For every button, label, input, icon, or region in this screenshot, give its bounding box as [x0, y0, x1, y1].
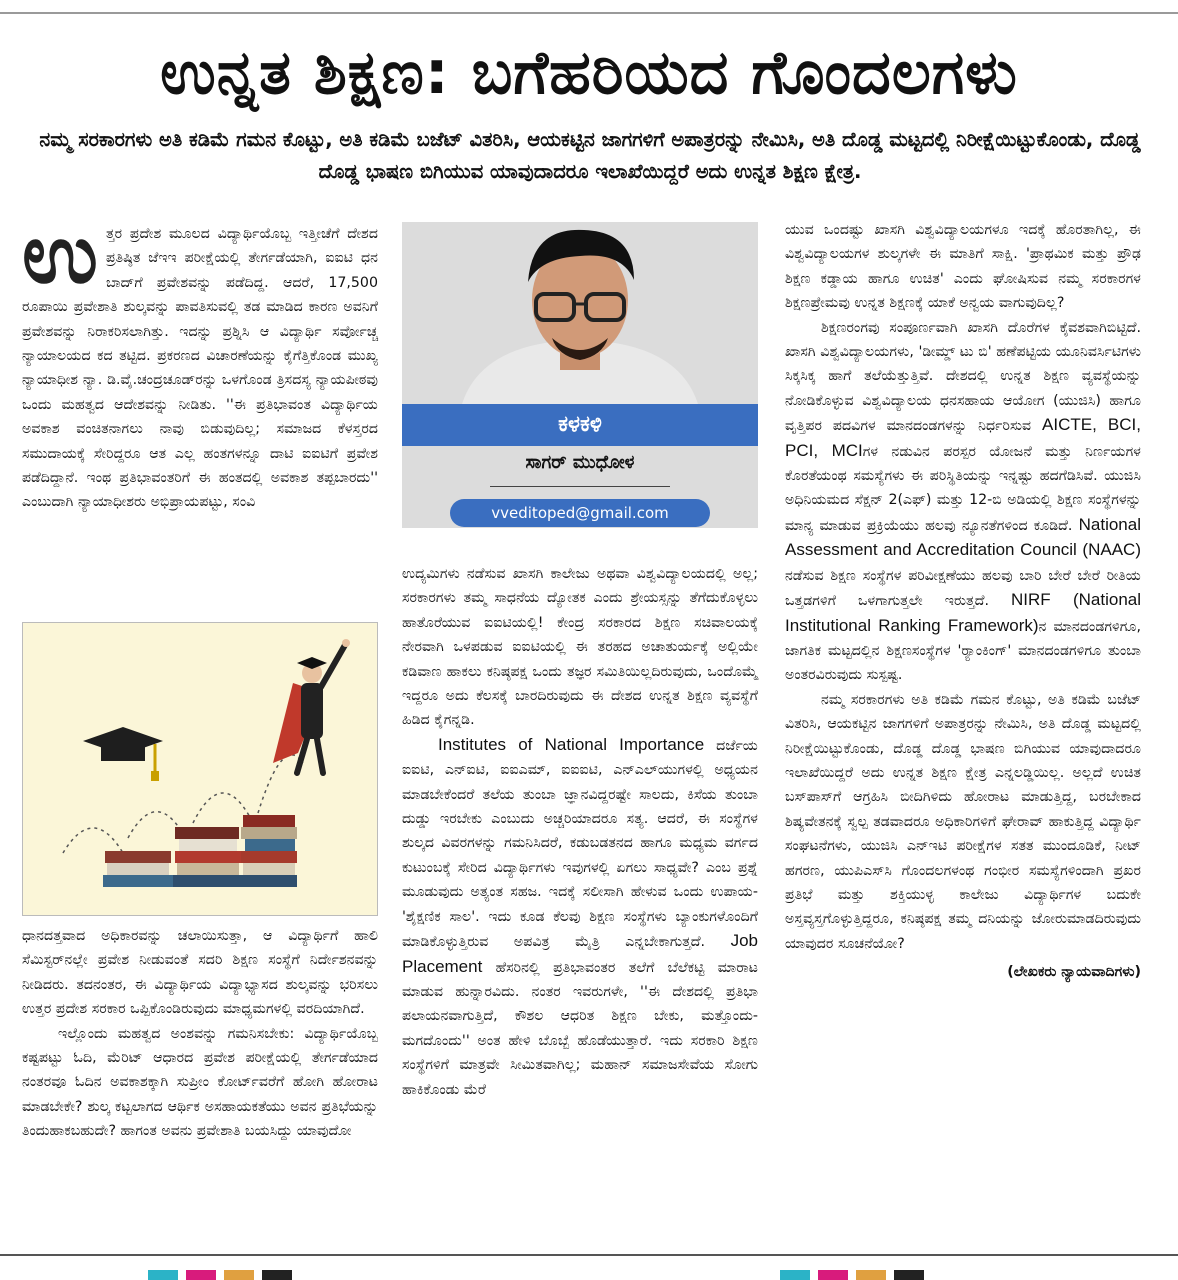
author-signoff: (ಲೇಖಕರು ನ್ಯಾಯವಾದಿಗಳು) [1007, 964, 1141, 981]
col1-paragraph-2: ಧಾನದತ್ತವಾದ ಅಧಿಕಾರವನ್ನು ಚಲಾಯಿಸುತ್ತಾ, ಆ ವಿದ್ಯಾರ್ಥಿಗೆ ಹಾಲಿ ಸೆಮಿಸ್ಟರ್‌ನಲ್ಲೇ ಪ್ರವೇಶ ನೀಡುವಂತೆ ಸದರಿ ಶಿಕ್ಷಣ ಸಂಸ್ಥೆಗೆ ನಿರ್ದೇಶನವನ್ನು ನೀಡಿದರು. ತದನಂತರ, ಈ ವಿದ್ಯಾರ್ಥಿಯ ವಿದ್ಯಾಭ್ಯಾಸದ ಶುಲ್ಕವನ್ನು ಭರಿಸಲು ಉತ್ತರ ಪ್ರದೇಶ ಸರಕಾರ ಒಪ್ಪಿಕೊಂಡಿರುವುದು ಮಾಧ್ಯಮಗಳಲ್ಲಿ ವರದಿಯಾಗಿದೆ. [22, 928, 378, 1018]
author-name: ಸಾಗರ್ ಮುಧೋಳ [525, 452, 635, 473]
column-2 [402, 562, 758, 1102]
col3-paragraph-3: ನಮ್ಮ ಸರಕಾರಗಳು ಅತಿ ಕಡಿಮೆ ಗಮನ ಕೊಟ್ಟು, ಅತಿ ಕಡಿಮೆ ಬಜೆಟ್ ವಿತರಿಸಿ, ಆಯಕಟ್ಟಿನ ಜಾಗಗಳಿಗೆ ಅಪಾತ್ರರನ್ನು ನೇಮಿಸಿ, ಅತಿ ದೊಡ್ಡ ಮಟ್ಟದಲ್ಲಿ ನಿರೀಕ್ಷೆಯಿಟ್ಟುಕೊಂಡು, ದೊಡ್ಡ ದೊಡ್ಡ ಭಾಷಣ ಬಿಗಿಯುವ ಯಾವುದಾದರೂ ಇಲಾಖೆಯಿದ್ದರೆ ಅದು ಉನ್ನತ ಶಿಕ್ಷಣ ಕ್ಷೇತ್ರ ಎನ್ನಲಡ್ಡಿಯಿಲ್ಲ. ಅಲ್ಲದೆ ಉಚಿತ ಬಸ್‌ಪಾಸ್‌ಗೆ ಆಗ್ರಹಿಸಿ ಬೀದಿಗಿಳಿದು ಹೋರಾಟ ಮಾಡುತ್ತಿದ್ದ, ಬರಬೇಕಾದ ಶಿಷ್ಯವೇತನಕ್ಕೆ ಸ್ವಲ್ಪ ತಡವಾದರೂ ಅಧಿಕಾರಿಗಳಿಗೆ ಘೇರಾವ್ ಹಾಕುತ್ತಿದ್ದ ವಿದ್ಯಾರ್ಥಿ ಸಂಘಟನೆಗಳು, ಯುಜಿಸಿ ಎನ್ಇಟಿ ಪರೀಕ್ಷೆಗಳ ಸತತ ಮುಂದೂಡಿಕೆ, ನೀಟ್ ಹಗರಣ, ಯುಪಿಎಸ್‌ಸಿ ಗೊಂದಲಗಳಂಥ ಗಂಭೀರ ಸಮಸ್ಯೆಗಳಿಂದಾಗಿ ಪ್ರಖರ ಪ್ರತಿಭೆ ಮತ್ತು ಶಕ್ತಿಯುಳ್ಳ ಕಾಲೇಜು ವಿದ್ಯಾರ್ಥಿಗಳ ಬದುಕೇ ಅಸ್ತವ್ಯಸ್ತಗೊಳ್ಳುತ್ತಿದ್ದರೂ, ಕನಿಷ್ಠಪಕ್ಷ ತಮ್ಮ ದನಿಯನ್ನು ಜೋರುಮಾಡದಿರುವುದು ಯಾವುದರ ಸೂಚನೆಯೋ? [785, 691, 1141, 952]
byline-divider [490, 486, 670, 487]
author-email[interactable]: vveditoped@gmail.com [450, 499, 710, 527]
col2-english-term-1: Institutes of National Importance [438, 734, 705, 754]
col3-english-term-3: NIRF (National Institutional Ranking Framework) [785, 590, 1141, 635]
col3-english-term-2: National Assessment and Accreditation Council (NAAC) [785, 514, 1141, 560]
col2-english-term-2: Job Placement [402, 931, 758, 976]
dropcap: ಉ [22, 207, 98, 302]
book-stack-3 [241, 815, 297, 887]
col3-text-2: ಗಳ ನಡುವಿನ ಪರಸ್ಪರ ಯೋಜನೆ ಮತ್ತು ನಿರ್ಣಯಗಳ ಕೊರತೆಯಂಥ ಸಮಸ್ಯೆಗಳು ಈ ಪರಿಸ್ಥಿತಿಯನ್ನು ಇನ್ನಷ್ಟು ಹದಗೆಡಿಸಿವೆ. ಯುಜಿಸಿ ಅಧಿನಿಯಮದ ಸೆಕ್ಷನ್ 2(ಎಫ್) ಮತ್ತು 12-ಬಿ ಅಡಿಯಲ್ಲಿ ಶಿಕ್ಷಣ ಸಂಸ್ಥೆಗಳನ್ನು ಮಾನ್ಯ ಮಾಡುವ ಪ್ರಕ್ರಿಯೆಯು ಹಲವು ನ್ಯೂನತೆಗಳಿಂದ ಕೂಡಿದೆ. [785, 443, 1141, 534]
color-swatch-orange-2 [856, 1270, 886, 1280]
col2-paragraph-1: ಉದ್ಯಮಿಗಳು ನಡೆಸುವ ಖಾಸಗಿ ಕಾಲೇಜು ಅಥವಾ ವಿಶ್ವವಿದ್ಯಾಲಯದಲ್ಲಿ ಅಲ್ಲ; ಸರಕಾರಗಳು ತಮ್ಮ ಸಾಧನೆಯ ದ್ಯೋತಕ ಎಂದು ಶ್ರೇಯಸ್ಸನ್ನು ತೆಗೆದುಕೊಳ್ಳಲು ಹಾತೊರೆಯುವ ಐಐಟಿಯಲ್ಲಿ! ಕೇಂದ್ರ ಸರಕಾರದ ಶಿಕ್ಷಣ ಸಚಿವಾಲಯಕ್ಕೆ ನೇರವಾಗಿ ಒಳಪಡುವ ಐಐಟಿಯಲ್ಲಿ ಈ ತರಹದ ಅಚಾತುರ್ಯಕ್ಕೆ ಅಲ್ಲಿಯೇ ಕಡಿವಾಣ ಹಾಕಲು ಕನಿಷ್ಠಪಕ್ಷ ಒಂದು ತಜ್ಞರ ಸಮಿತಿಯಿಲ್ಲದಿರುವುದು, ಒಂದೊಮ್ಮೆ ಇದ್ದರೂ ಅದು ಕೆಲಸಕ್ಕೆ ಬಾರದಿರುವುದು ಈ ದೇಶದ ಉನ್ನತ ಶಿಕ್ಷಣ ವ್ಯವಸ್ಥೆಗೆ ಹಿಡಿದ ಕೈಗನ್ನಡಿ. [402, 566, 758, 729]
color-swatch-magenta-2 [818, 1270, 848, 1280]
bottom-rule [0, 1254, 1178, 1256]
col3-text-4: ನ ಮಾನದಂಡಗಳಿಗೂ, ಜಾಗತಿಕ ಮಟ್ಟದಲ್ಲಿನ ಶಿಕ್ಷಣಸಂಸ್ಥೆಗಳ 'ರ್‍ಯಾಂಕಿಂಗ್' ಮಾನದಂಡಗಳಿಗೂ ತುಂಬಾ ಅಂತರವಿರುವುದು ಸುಸ್ಪಷ್ಟ. [785, 618, 1141, 684]
author-portrait [402, 222, 758, 404]
column-name: ಕಳಕಳಿ [402, 404, 758, 446]
graduation-image [23, 623, 377, 915]
col2-text-1: ದರ್ಜೆಯ ಐಐಟಿ, ಎನ್ಐಟಿ, ಐಐಎಮ್, ಐಐಐಟಿ, ಎನ್ಎಲ್‌ಯುಗಳಲ್ಲಿ ಅಧ್ಯಯನ ಮಾಡಬೇಕೆಂದರೆ ತಲೆಯ ತುಂಬಾ ಜ್ಞಾನವಿದ್ದರಷ್ಟೇ ಸಾಲದು, ಕಿಸೆಯ ತುಂಬಾ ದುಡ್ಡು ಇರಬೇಕು ಎಂಬುದು ಅಚ್ಚರಿಯಾದರೂ ಸತ್ಯ. ಆದರೆ, ಈ ಸಂಸ್ಥೆಗಳ ಶುಲ್ಕದ ವಿವರಗಳನ್ನು ಗಮನಿಸಿದರೆ, ಕಡುಬಡತನದ ಹಾಗೂ ಮಧ್ಯಮ ವರ್ಗದ ಕುಟುಂಬಕ್ಕೆ ಸೇರಿದ ವಿದ್ಯಾರ್ಥಿಗಳು ಇವುಗಳಲ್ಲಿ ಏಗಲು ಸಾಧ್ಯವೇ? ಎಂಬ ಪ್ರಶ್ನೆ ಮೂಡುವುದು ಅತ್ಯಂತ ಸಹಜ. ಇದಕ್ಕೆ ಸಲೀಸಾಗಿ ಹೇಳುವ ಒಂದು ಉಪಾಯ- 'ಶೈಕ್ಷಣಿಕ ಸಾಲ'. ಇದು ಕೂಡ ಕೆಲವು ಶಿಕ್ಷಣ ಸಂಸ್ಥೆಗಳು ಬ್ಯಾಂಕುಗಳೊಂದಿಗೆ ಮಾಡಿಕೊಳ್ಳುತ್ತಿರುವ ಅಪವಿತ್ರ ಮೈತ್ರಿ ಎನ್ನಬೇಕಾಗುತ್ತದೆ. [402, 737, 758, 951]
byline-box [402, 222, 758, 528]
top-rule [0, 12, 1178, 14]
book-stack-2 [173, 827, 243, 887]
color-swatch-black-2 [894, 1270, 924, 1280]
col1-paragraph-1: ತ್ತರ ಪ್ರದೇಶ ಮೂಲದ ವಿದ್ಯಾರ್ಥಿಯೊಬ್ಬ ಇತ್ತೀಚೆಗೆ ದೇಶದ ಪ್ರತಿಷ್ಠಿತ ಜೆಇಇ ಪರೀಕ್ಷೆಯಲ್ಲಿ ತೇರ್ಗಡೆಯಾಗಿ, ಐಐಟಿ ಧನ ಬಾದ್‌ಗೆ ಪ್ರವೇಶವನ್ನು ಪಡೆದಿದ್ದ. ಆದರೆ, 17,500 ರೂಪಾಯಿ ಪ್ರವೇಶಾತಿ ಶುಲ್ಕವನ್ನು ಪಾವತಿಸುವಲ್ಲಿ ತಡ ಮಾಡಿದ ಕಾರಣ ಅವನಿಗೆ ಪ್ರವೇಶವನ್ನು ನಿರಾಕರಿಸಲಾಗಿತ್ತು. ಇದನ್ನು ಪ್ರಶ್ನಿಸಿ ಆ ವಿದ್ಯಾರ್ಥಿ ಸರ್ವೋಚ್ಚ ನ್ಯಾಯಾಲಯದ ಕದ ತಟ್ಟಿದ. ಪ್ರಕರಣದ ವಿಚಾರಣೆಯನ್ನು ಕೈಗೆತ್ತಿಕೊಂಡ ಮುಖ್ಯ ನ್ಯಾಯಾಧೀಶ ನ್ಯಾ. ಡಿ.ವೈ.ಚಂದ್ರಚೂಡ್‌ರನ್ನು ಒಳಗೊಂಡ ತ್ರಿಸದಸ್ಯ ನ್ಯಾಯಪೀಠವು ಒಂದು ಮಹತ್ವದ ಆದೇಶವನ್ನು ನೀಡಿತು. ''ಈ ಪ್ರತಿಭಾವಂತ ವಿದ್ಯಾರ್ಥಿಯ ಅವಕಾಶ ವಂಚಿತನಾಗಲು ನಾವು ಬಿಡುವುದಿಲ್ಲ; ಸಮಾಜದ ಕೆಳಸ್ತರದ ಸಮುದಾಯಕ್ಕೆ ಸೇರಿದ್ದರೂ ಆತ ಎಲ್ಲ ಹಂತಗಳನ್ನೂ ದಾಟಿ ಐಐಟಿಗೆ ಪ್ರವೇಶ ಪಡೆದಿದ್ದಾನೆ. ಇಂಥ ಪ್ರತಿಭಾವಂತರಿಗೆ ಈ ಹಂತದಲ್ಲಿ ಅವಕಾಶ ತಪ್ಪಬಾರದು'' ಎಂಬುದಾಗಿ ನ್ಯಾಯಾಧೀಶರು ಅಭಿಪ್ರಾಯಪಟ್ಟು, ಸಂವಿ [22, 226, 378, 511]
col3-text-1: ಶಿಕ್ಷಣರಂಗವು ಸಂಪೂರ್ಣವಾಗಿ ಖಾಸಗಿ ದೊರೆಗಳ ಕೈವಶವಾಗಿಬಿಟ್ಟಿದೆ. ಖಾಸಗಿ ವಿಶ್ವವಿದ್ಯಾಲಯಗಳು, 'ಡೀಮ್ಡ್ ಟು ಬಿ' ಹಣೆಪಟ್ಟಿಯ ಯೂನಿವರ್ಸಿಟಿಗಳು ಸಿಕ್ಕಸಿಕ್ಕ ಹಾಗೆ ತಲೆಯೆತ್ತುತ್ತಿವೆ. ದೇಶದಲ್ಲಿ ಉನ್ನತ ಶಿಕ್ಷಣ ವ್ಯವಸ್ಥೆಯನ್ನು ನೋಡಿಕೊಳ್ಳುವ ವಿಶ್ವವಿದ್ಯಾಲಯ ಧನಸಹಾಯ ಆಯೋಗ (ಯುಜಿಸಿ) ಹಾಗೂ ವೃತ್ತಿಪರ ಪದವಿಗಳ ಮಾನದಂಡಗಳನ್ನು ನಿರ್ಧರಿಸುವ [785, 319, 1141, 435]
color-swatch-cyan [148, 1270, 178, 1280]
col2-paragraph-2 [402, 733, 758, 1102]
col1-paragraph-3: ಇಲ್ಲೊಂದು ಮಹತ್ವದ ಅಂಶವನ್ನು ಗಮನಿಸಬೇಕು: ವಿದ್ಯಾರ್ಥಿಯೊಬ್ಬ ಕಷ್ಟಪಟ್ಟು ಓದಿ, ಮೆರಿಟ್ ಆಧಾರದ ಪ್ರವೇಶ ಪರೀಕ್ಷೆಯಲ್ಲಿ ತೇರ್ಗಡೆಯಾದ ನಂತರವೂ ಓದಿನ ಅವಕಾಶಕ್ಕಾಗಿ ಸುಪ್ರೀಂ ಕೋರ್ಟ್‌ವರೆಗೆ ಹೋಗಿ ಹೋರಾಟ ಮಾಡಬೇಕೇ? ಶುಲ್ಕ ಕಟ್ಟಲಾಗದ ಆರ್ಥಿಕ ಅಸಹಾಯಕತೆಯು ಅವನ ಪ್ರತಿಭೆಯನ್ನು ತಿಂದುಹಾಕಬಹುದೇ? ಹಾಗಂತ ಅವನು ಪ್ರವೇಶಾತಿ ಬಯಸಿದ್ದು ಯಾವುದೋ [22, 1025, 378, 1140]
book-stack-1 [103, 851, 173, 887]
color-swatch-magenta [186, 1270, 216, 1280]
column-1-bottom [22, 924, 378, 1144]
col2-text-2: ಹೆಸರಿನಲ್ಲಿ ಪ್ರತಿಭಾವಂತರ ತಲೆಗೆ ಬೆಲೆಕಟ್ಟಿ ಮಾರಾಟ ಮಾಡುವ ಹುನ್ನಾರವಿದು. ನಂತರ ಇವರುಗಳೇ, ''ಈ ದೇಶದಲ್ಲಿ ಪ್ರತಿಭಾ ಪಲಾಯನವಾಗುತ್ತಿದೆ, ಕೌಶಲ ಆಧರಿತ ಶಿಕ್ಷಣ ಬೇಕು, ಮತ್ತೊಂದು- ಮಗದೊಂದು'' ಅಂತ ಹೇಳಿ ಬೊಬ್ಬೆ ಹೊಡೆಯುತ್ತಾರೆ. ಇದು ಸರಕಾರಿ ಶಿಕ್ಷಣ ಸಂಸ್ಥೆಗಳಿಗೆ ಮಾತ್ರವೇ ಸೀಮಿತವಾಗಿಲ್ಲ; ಮಹಾನ್ ಸಮಾಜಸೇವೆಯ ಸೋಗು ಹಾಕಿಕೊಂಡು ಮೆರೆ [402, 959, 758, 1098]
col3-paragraph-2 [785, 316, 1141, 688]
headline: ಉನ್ನತ ಶಿಕ್ಷಣ: ಬಗೆಹರಿಯದ ಗೊಂದಲಗಳು [160, 38, 1018, 108]
color-swatch-orange [224, 1270, 254, 1280]
col3-text-3: ನಡೆಸುವ ಶಿಕ್ಷಣ ಸಂಸ್ಥೆಗಳ ಪರಿವೀಕ್ಷಣೆಯು ಹಲವು ಬಾರಿ ಬೇರೆ ಬೇರೆ ರೀತಿಯ ಒತ್ತಡಗಳಿಗೆ ಒಳಗಾಗುತ್ತಲೇ ಇರುತ್ತದೆ. [785, 567, 1141, 610]
column-1-top [22, 207, 378, 515]
color-swatch-cyan-2 [780, 1270, 810, 1280]
author-photo [402, 222, 758, 404]
deck-summary: ನಮ್ಮ ಸರಕಾರಗಳು ಅತಿ ಕಡಿಮೆ ಗಮನ ಕೊಟ್ಟು, ಅತಿ ಕಡಿಮೆ ಬಜೆಟ್ ವಿತರಿಸಿ, ಆಯಕಟ್ಟಿನ ಜಾಗಗಳಿಗೆ ಅಪಾತ್ರರನ್ನು ನೇಮಿಸಿ, ಅತಿ ದೊಡ್ಡ ಮಟ್ಟದಲ್ಲಿ ನಿರೀಕ್ಷೆಯಿಟ್ಟುಕೊಂಡು, ದೊಡ್ಡ ದೊಡ್ಡ ಭಾಷಣ ಬಿಗಿಯುವ ಯಾವುದಾದರೂ ಇಲಾಖೆಯಿದ್ದರೆ ಅದು ಉನ್ನತ ಶಿಕ್ಷಣ ಕ್ಷೇತ್ರ. [39, 128, 1141, 183]
col3-paragraph-1: ಯುವ ಒಂದಷ್ಟು ಖಾಸಗಿ ವಿಶ್ವವಿದ್ಯಾಲಯಗಳೂ ಇದಕ್ಕೆ ಹೊರತಾಗಿಲ್ಲ, ಈ ವಿಶ್ವವಿದ್ಯಾಲಯಗಳ ಶುಲ್ಕಗಳೇ ಈ ಮಾತಿಗೆ ಸಾಕ್ಷಿ. 'ಪ್ರಾಥಮಿಕ ಮತ್ತು ಪ್ರೌಢ ಶಿಕ್ಷಣ ಕಡ್ಡಾಯ ಹಾಗೂ ಉಚಿತ' ಎಂದು ಘೋಷಿಸುವ ನಮ್ಮ ಸರಕಾರಗಳ ಶಿಕ್ಷಣಪ್ರೇಮವು ಉನ್ನತ ಶಿಕ್ಷಣಕ್ಕೆ ಯಾಕೆ ಅನ್ವಯ ವಾಗುವುದಿಲ್ಲ? [785, 222, 1141, 312]
col3-english-term-1: AICTE, BCI, PCI, MCI [785, 415, 1141, 460]
column-3 [785, 218, 1141, 985]
color-swatch-black [262, 1270, 292, 1280]
graduation-illustration [22, 622, 378, 916]
